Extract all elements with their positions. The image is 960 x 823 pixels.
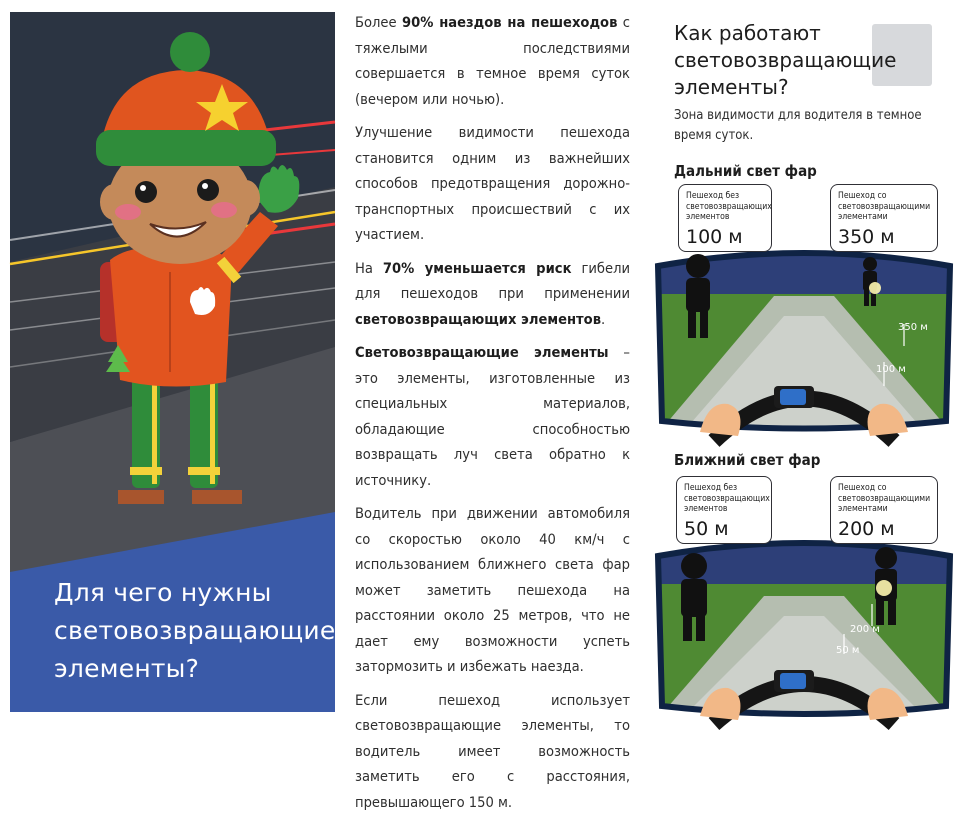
paragraph-statistics: [355, 10, 630, 112]
low-beam-heading: Ближний свет фар: [674, 451, 821, 469]
bubble-label: Пешеход без световозвращающих элементов: [684, 483, 770, 514]
high-beam-bubble-reflective: [830, 184, 938, 252]
bold-span: 90% наездов на пешеходов: [402, 14, 618, 31]
right-column: [650, 0, 960, 720]
bubble-label: Пешеход со световозвращающими элементами: [838, 483, 931, 514]
right-title-line-1: Как работают: [674, 21, 821, 45]
bubble-label: Пешеход без световозвращающих элементов: [686, 191, 772, 222]
bubble-value: 350 м: [838, 225, 895, 248]
cover-panel: [0, 0, 345, 720]
low-beam-marker-near: 50 м: [836, 645, 860, 656]
bubble-value: 200 м: [838, 517, 895, 540]
high-beam-heading: Дальний свет фар: [674, 162, 817, 180]
paragraph-driver: Водитель при движении автомобиля со скоростью около 40 км/ч с использованием ближнего света фар может заметить пешехода на расстоянии около 25 метров, что не дает ему возможности успеть затормозить и избежать наезда.: [355, 505, 630, 675]
cover-title-line-3: элементы?: [54, 654, 200, 683]
paragraph-risk: [355, 256, 630, 333]
right-title: [674, 20, 896, 101]
high-beam-bubble-dark: [678, 184, 772, 252]
bold-span: 70% уменьшается риск: [382, 259, 572, 277]
high-beam-marker-far: 350 м: [898, 322, 928, 333]
text-span: На: [355, 259, 383, 277]
right-title-line-3: элементы?: [674, 75, 789, 99]
low-beam-scene: [654, 526, 954, 720]
cover-title-line-2: световозвращающие: [54, 616, 336, 645]
right-title-line-2: световозвращающие: [674, 48, 897, 72]
right-subtitle: Зона видимости для водителя в темное время суток.: [674, 108, 922, 143]
low-beam-bubble-reflective: [830, 476, 938, 544]
paragraph-conclusion: Если пешеход использует световозвращающие элементы, то водитель имеет возможность заметить его с расстояния, превышающего 150 м.: [355, 691, 630, 811]
text-span: Более: [355, 14, 402, 31]
text-span: .: [601, 310, 606, 328]
high-beam-scene: [654, 236, 954, 446]
cover-illustration: [10, 12, 335, 712]
bold-span: световозвращающих элементов: [355, 310, 601, 328]
paragraph-visibility: Улучшение видимости пешехода становится одним из важнейших способов предотвращения дорожно-транспортных происшествий с их участием.: [355, 124, 630, 243]
bubble-value: 50 м: [684, 517, 729, 540]
text-span: – это элементы, изготовленные из специальных материалов, обладающие способностью возвращать луч света обратно к источнику.: [355, 344, 630, 489]
bubble-label: Пешеход со световозвращающими элементами: [838, 191, 931, 222]
low-beam-marker-far: 200 м: [850, 624, 880, 635]
high-beam-marker-near: 100 м: [876, 364, 906, 375]
middle-text-column: [355, 10, 630, 823]
bold-span: Световозвращающие элементы: [355, 344, 609, 361]
paragraph-definition: [355, 340, 630, 493]
low-beam-bubble-dark: [676, 476, 772, 544]
cover-title: [54, 574, 344, 688]
text-span: гибели для пешеходов при применении: [355, 259, 630, 302]
text-span: с тяжелыми последствиями совершается в темное время суток (вечером или ночью).: [355, 14, 631, 108]
cover-title-line-1: Для чего нужны: [54, 578, 272, 607]
bubble-value: 100 м: [686, 225, 743, 248]
